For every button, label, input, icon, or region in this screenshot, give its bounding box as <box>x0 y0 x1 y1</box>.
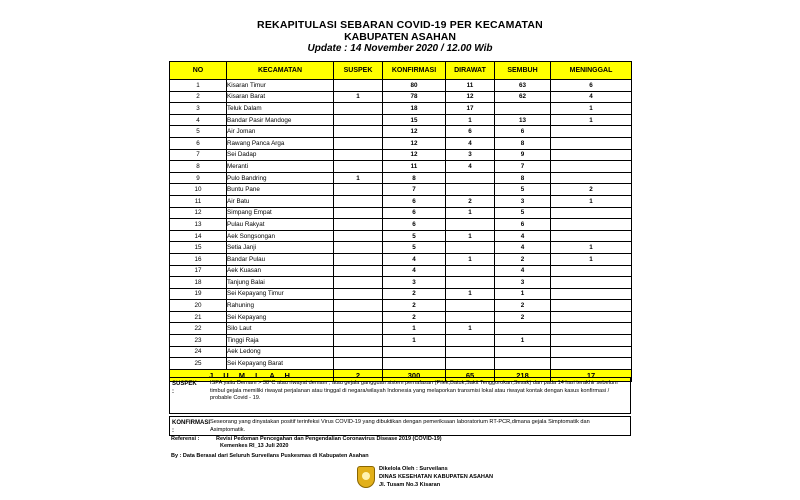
table-row <box>170 149 632 161</box>
cell-suspek <box>334 114 383 126</box>
col-no: NO <box>170 62 227 80</box>
cell-konfirmasi: 1 <box>383 323 446 335</box>
cell-no: 17 <box>170 265 227 277</box>
cell-konfirmasi: 11 <box>383 161 446 173</box>
cell-no: 1 <box>170 80 227 92</box>
cell-no: 22 <box>170 323 227 335</box>
cell-konfirmasi: 7 <box>383 184 446 196</box>
cell-sembuh: 62 <box>495 91 551 103</box>
suspek-note-label: SUSPEK : <box>172 381 197 395</box>
cell-meninggal <box>551 311 632 323</box>
cell-meninggal <box>551 346 632 358</box>
cell-meninggal <box>551 323 632 335</box>
table-row <box>170 207 632 219</box>
table-row <box>170 195 632 207</box>
col-meninggal: MENINGGAL <box>551 62 632 80</box>
table-row <box>170 91 632 103</box>
cell-suspek <box>334 288 383 300</box>
cell-sembuh <box>495 358 551 370</box>
cell-konfirmasi <box>383 346 446 358</box>
table-row <box>170 358 632 370</box>
cell-dirawat: 1 <box>446 114 495 126</box>
cell-no: 10 <box>170 184 227 196</box>
cell-suspek <box>334 311 383 323</box>
table-row <box>170 242 632 254</box>
total-label: J U M L A H <box>170 369 334 381</box>
cell-konfirmasi: 78 <box>383 91 446 103</box>
cell-kecamatan: Pulau Rakyat <box>227 219 334 231</box>
footer-managed-by: Dikelola Oleh : Surveilans <box>379 466 448 472</box>
cell-konfirmasi: 12 <box>383 126 446 138</box>
cell-meninggal <box>551 277 632 289</box>
cell-dirawat: 4 <box>446 137 495 149</box>
cell-suspek <box>334 242 383 254</box>
cell-kecamatan: Buntu Pane <box>227 184 334 196</box>
cell-sembuh <box>495 323 551 335</box>
cell-suspek <box>334 195 383 207</box>
table-row <box>170 184 632 196</box>
cell-kecamatan: Kisaran Timur <box>227 80 334 92</box>
cell-dirawat <box>446 172 495 184</box>
cell-sembuh: 7 <box>495 161 551 173</box>
cell-kecamatan: Rawang Panca Arga <box>227 137 334 149</box>
cell-sembuh: 8 <box>495 137 551 149</box>
cell-no: 25 <box>170 358 227 370</box>
table-row <box>170 137 632 149</box>
table-row <box>170 253 632 265</box>
table-row <box>170 335 632 347</box>
cell-konfirmasi: 5 <box>383 230 446 242</box>
cell-suspek <box>334 277 383 289</box>
cell-meninggal <box>551 288 632 300</box>
cell-sembuh: 2 <box>495 300 551 312</box>
cell-no: 7 <box>170 149 227 161</box>
cell-konfirmasi: 6 <box>383 207 446 219</box>
reference-line2: Kemenkes RI_13 Juli 2020 <box>220 443 289 450</box>
table-row <box>170 126 632 138</box>
cell-suspek <box>334 230 383 242</box>
cell-dirawat <box>446 335 495 347</box>
cell-no: 12 <box>170 207 227 219</box>
cell-kecamatan: Air Batu <box>227 195 334 207</box>
cell-sembuh: 63 <box>495 80 551 92</box>
cell-meninggal <box>551 161 632 173</box>
col-dirawat: DIRAWAT <box>446 62 495 80</box>
cell-meninggal <box>551 358 632 370</box>
cell-dirawat <box>446 277 495 289</box>
cell-dirawat <box>446 358 495 370</box>
cell-meninggal <box>551 335 632 347</box>
cell-sembuh: 2 <box>495 311 551 323</box>
cell-suspek: 1 <box>334 172 383 184</box>
cell-no: 9 <box>170 172 227 184</box>
cell-no: 13 <box>170 219 227 231</box>
table-row <box>170 103 632 115</box>
cell-meninggal <box>551 230 632 242</box>
cell-meninggal: 2 <box>551 184 632 196</box>
table-row <box>170 300 632 312</box>
cell-dirawat <box>446 219 495 231</box>
cell-konfirmasi: 6 <box>383 219 446 231</box>
cell-konfirmasi: 1 <box>383 335 446 347</box>
konfirmasi-note-label: KONFIRMASI : <box>172 420 210 434</box>
table-row <box>170 172 632 184</box>
cell-suspek <box>334 137 383 149</box>
cell-konfirmasi: 2 <box>383 288 446 300</box>
reference-line1: Revisi Pedoman Pencegahan dan Pengendalian Coronavirus Disease 2019 (COVID-19) <box>216 436 442 442</box>
table-row <box>170 230 632 242</box>
cell-meninggal: 6 <box>551 80 632 92</box>
cell-konfirmasi: 15 <box>383 114 446 126</box>
cell-kecamatan: Meranti <box>227 161 334 173</box>
col-konfirmasi: KONFIRMASI <box>383 62 446 80</box>
konfirmasi-note-text: Seseorang yang dinyatakan positif terinfeksi Virus COVID-19 yang dibuktikan dengan pemeriksaan laboratorium RT-PCR,dimana gejala Simptomatik dan Asimptomatik. <box>210 419 590 433</box>
cell-no: 8 <box>170 161 227 173</box>
cell-meninggal: 4 <box>551 91 632 103</box>
table-row <box>170 114 632 126</box>
cell-konfirmasi <box>383 358 446 370</box>
cell-sembuh: 4 <box>495 230 551 242</box>
cell-sembuh: 4 <box>495 242 551 254</box>
cell-dirawat <box>446 184 495 196</box>
cell-meninggal <box>551 137 632 149</box>
total-dirawat: 65 <box>446 369 495 381</box>
cell-suspek <box>334 161 383 173</box>
cell-suspek <box>334 265 383 277</box>
cell-sembuh: 1 <box>495 288 551 300</box>
table-row <box>170 288 632 300</box>
table-row <box>170 265 632 277</box>
cell-dirawat: 1 <box>446 230 495 242</box>
cell-no: 11 <box>170 195 227 207</box>
cell-sembuh: 4 <box>495 265 551 277</box>
suspek-note-text: ISPA yaitu Demam > 38°C atau riwayat demam ; atau gejala gangguan sistem pernafasan (Pilek,Batuk,Sakit Tenggorokan,Sesak) dan pada 14 hari terakhir sebelum timbul gejala memiliki riwayat perjalanan atau tinggal di negara/wilayah Indonesia yang melaporkan transmisi lokal atau riwayat kontak dengan kasus konfirmasi / probable Covid - 19. <box>210 380 618 402</box>
cell-sembuh <box>495 103 551 115</box>
table-row <box>170 277 632 289</box>
cell-konfirmasi: 4 <box>383 265 446 277</box>
cell-konfirmasi: 12 <box>383 137 446 149</box>
cell-meninggal: 1 <box>551 103 632 115</box>
suspek-note <box>169 377 631 414</box>
cell-meninggal: 1 <box>551 253 632 265</box>
asahan-emblem-icon <box>357 466 375 488</box>
table-row <box>170 219 632 231</box>
cell-suspek <box>334 149 383 161</box>
cell-kecamatan: Tinggi Raja <box>227 335 334 347</box>
cell-sembuh: 13 <box>495 114 551 126</box>
cell-sembuh: 3 <box>495 195 551 207</box>
table-row <box>170 80 632 92</box>
cell-meninggal <box>551 207 632 219</box>
cell-sembuh <box>495 346 551 358</box>
table-row <box>170 161 632 173</box>
table-row <box>170 346 632 358</box>
cell-meninggal <box>551 219 632 231</box>
cell-kecamatan: Aek Songsongan <box>227 230 334 242</box>
cell-kecamatan: Sei Kepayang <box>227 311 334 323</box>
cell-sembuh: 9 <box>495 149 551 161</box>
cell-suspek <box>334 126 383 138</box>
reference-label: Referensi : <box>171 436 200 442</box>
cell-no: 2 <box>170 91 227 103</box>
cell-suspek <box>334 335 383 347</box>
total-sembuh: 218 <box>495 369 551 381</box>
cell-dirawat <box>446 265 495 277</box>
cell-no: 3 <box>170 103 227 115</box>
cell-dirawat: 4 <box>446 161 495 173</box>
cell-sembuh: 1 <box>495 335 551 347</box>
table-row <box>170 311 632 323</box>
cell-kecamatan: Aek Kuasan <box>227 265 334 277</box>
cell-meninggal <box>551 265 632 277</box>
cell-kecamatan: Setia Janji <box>227 242 334 254</box>
cell-konfirmasi: 6 <box>383 195 446 207</box>
cell-dirawat <box>446 242 495 254</box>
col-sembuh: SEMBUH <box>495 62 551 80</box>
data-source: By : Data Berasal dari Seluruh Surveilans Puskesmas di Kabupaten Asahan <box>171 453 369 459</box>
cell-sembuh: 3 <box>495 277 551 289</box>
footer-agency: DINAS KESEHATAN KABUPATEN ASAHAN <box>379 474 494 480</box>
cell-konfirmasi: 8 <box>383 172 446 184</box>
cell-kecamatan: Aek Ledong <box>227 346 334 358</box>
cell-dirawat <box>446 300 495 312</box>
table-header <box>170 62 632 80</box>
cell-suspek <box>334 80 383 92</box>
cell-suspek <box>334 346 383 358</box>
table-row <box>170 323 632 335</box>
cell-dirawat <box>446 311 495 323</box>
cell-kecamatan: Tanjung Balai <box>227 277 334 289</box>
cell-konfirmasi: 5 <box>383 242 446 254</box>
cell-meninggal: 1 <box>551 114 632 126</box>
footer-address: Jl. Tusam No.3 Kisaran <box>379 482 441 488</box>
cell-sembuh: 8 <box>495 172 551 184</box>
cell-suspek <box>334 103 383 115</box>
col-suspek: SUSPEK <box>334 62 383 80</box>
cell-konfirmasi: 3 <box>383 277 446 289</box>
cell-dirawat <box>446 346 495 358</box>
cell-konfirmasi: 2 <box>383 311 446 323</box>
cell-meninggal <box>551 126 632 138</box>
cell-suspek <box>334 253 383 265</box>
cell-kecamatan: Pulo Bandring <box>227 172 334 184</box>
cell-meninggal: 1 <box>551 242 632 254</box>
cell-suspek <box>334 300 383 312</box>
cell-suspek <box>334 358 383 370</box>
cell-konfirmasi: 80 <box>383 80 446 92</box>
cell-kecamatan: Teluk Dalam <box>227 103 334 115</box>
cell-meninggal <box>551 172 632 184</box>
cell-kecamatan: Bandar Pulau <box>227 253 334 265</box>
cell-suspek <box>334 323 383 335</box>
cell-no: 20 <box>170 300 227 312</box>
cell-no: 18 <box>170 277 227 289</box>
konfirmasi-note <box>169 416 631 436</box>
total-suspek: 2 <box>334 369 383 381</box>
cell-no: 14 <box>170 230 227 242</box>
cell-suspek <box>334 207 383 219</box>
cell-no: 6 <box>170 137 227 149</box>
cell-kecamatan: Rahuning <box>227 300 334 312</box>
cell-no: 5 <box>170 126 227 138</box>
cell-sembuh: 6 <box>495 126 551 138</box>
cell-no: 23 <box>170 335 227 347</box>
reference <box>171 436 631 451</box>
cell-no: 4 <box>170 114 227 126</box>
cell-konfirmasi: 4 <box>383 253 446 265</box>
cell-konfirmasi: 18 <box>383 103 446 115</box>
cell-dirawat: 1 <box>446 207 495 219</box>
cell-suspek: 1 <box>334 91 383 103</box>
cell-meninggal: 1 <box>551 195 632 207</box>
cell-meninggal <box>551 149 632 161</box>
cell-dirawat: 2 <box>446 195 495 207</box>
covid-table <box>169 61 632 382</box>
cell-kecamatan: Sei Kepayang Timur <box>227 288 334 300</box>
cell-kecamatan: Silo Laut <box>227 323 334 335</box>
cell-dirawat: 11 <box>446 80 495 92</box>
cell-sembuh: 2 <box>495 253 551 265</box>
cell-suspek <box>334 219 383 231</box>
cell-dirawat: 3 <box>446 149 495 161</box>
total-konfirmasi: 300 <box>383 369 446 381</box>
cell-meninggal <box>551 300 632 312</box>
cell-kecamatan: Kisaran Barat <box>227 91 334 103</box>
cell-no: 19 <box>170 288 227 300</box>
cell-sembuh: 5 <box>495 207 551 219</box>
cell-dirawat: 12 <box>446 91 495 103</box>
cell-no: 21 <box>170 311 227 323</box>
cell-dirawat: 1 <box>446 253 495 265</box>
cell-dirawat: 1 <box>446 323 495 335</box>
report-title: REKAPITULASI SEBARAN COVID-19 PER KECAMATAN <box>257 19 543 31</box>
cell-dirawat: 6 <box>446 126 495 138</box>
cell-konfirmasi: 2 <box>383 300 446 312</box>
cell-kecamatan: Bandar Pasir Mandoge <box>227 114 334 126</box>
cell-no: 16 <box>170 253 227 265</box>
cell-suspek <box>334 184 383 196</box>
cell-kecamatan: Sei Dadap <box>227 149 334 161</box>
report-subtitle: KABUPATEN ASAHAN <box>344 31 456 43</box>
cell-no: 15 <box>170 242 227 254</box>
cell-kecamatan: Air Joman <box>227 126 334 138</box>
cell-dirawat: 17 <box>446 103 495 115</box>
total-meninggal: 17 <box>551 369 632 381</box>
cell-dirawat: 1 <box>446 288 495 300</box>
cell-konfirmasi: 12 <box>383 149 446 161</box>
cell-kecamatan: Sei Kepayang Barat <box>227 358 334 370</box>
cell-kecamatan: Simpang Empat <box>227 207 334 219</box>
cell-sembuh: 6 <box>495 219 551 231</box>
col-kecamatan: KECAMATAN <box>227 62 334 80</box>
cell-sembuh: 5 <box>495 184 551 196</box>
cell-no: 24 <box>170 346 227 358</box>
update-date: Update : 14 November 2020 / 12.00 Wib <box>307 43 493 54</box>
